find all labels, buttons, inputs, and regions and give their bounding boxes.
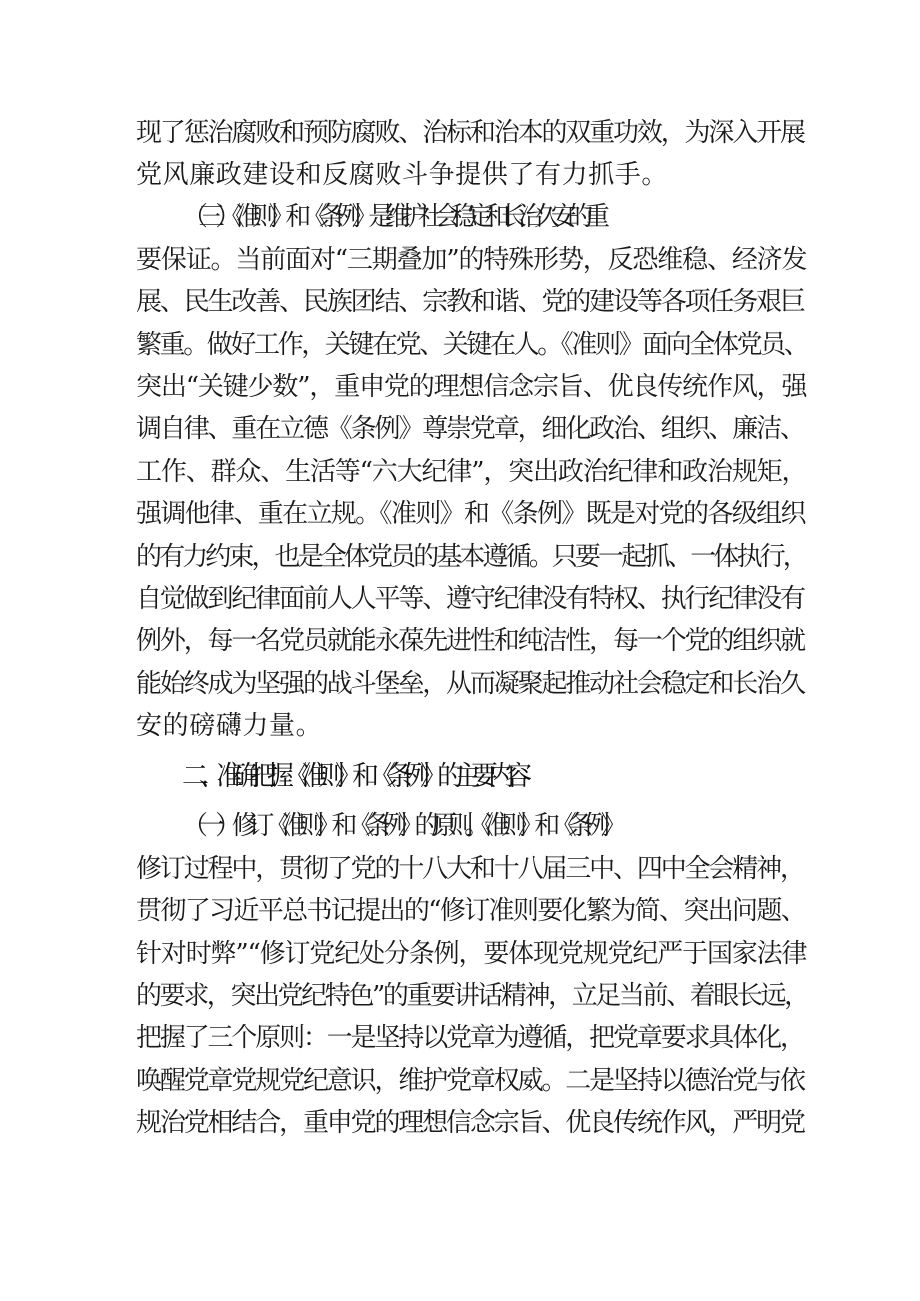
- text-line: 贯彻了习近平总书记提出的“修订准则要化繁为简、突出问题、: [136, 896, 806, 926]
- text-line: 展、民生改善、民族团结、宗教和谐、党的建设等各项任务艰巨: [136, 287, 804, 317]
- text-line: 规治党相结合，重申党的理想信念宗旨、优良传统作风，严明党: [136, 1108, 804, 1138]
- text-line: 强调他律、重在立规。《准则》和《条例》既是对党的各级组织: [136, 499, 805, 529]
- text-line: 把握了三个原则：一是坚持以党章为遵循，把党章要求具体化，: [136, 1023, 804, 1053]
- text-line: 的有力约束，也是全体党员的基本遵循。只要一起抓、一体执行，: [136, 542, 806, 572]
- text-line: 工作、群众、生活等“六大纪律”，突出政治纪律和政治规矩，: [136, 457, 807, 487]
- text-line: 修订过程中，贯彻了党的十八大和十八届三中、四中全会精神，: [136, 854, 804, 884]
- text-line: 突出“关键少数”，重申党的理想信念宗旨、优良传统作风，强: [136, 372, 807, 402]
- paragraph-start-line: （三）《准则》和《条例》是维护社会稳定和长治久安的重: [182, 202, 601, 232]
- text-line: 要保证。当前面对“三期叠加”的特殊形势，反恐维稳、经济发: [136, 245, 807, 275]
- paragraph-start-line: （一）修订《准则》和《条例》的原则。《准则》和《条例》: [182, 811, 618, 841]
- text-line: 调自律、重在立德《条例》尊崇党章，细化政治、组织、廉洁、: [136, 414, 804, 444]
- text-line: 安的磅礴力量。: [136, 711, 323, 741]
- text-line: 自觉做到纪律面前人人平等、遵守纪律没有特权、执行纪律没有: [136, 584, 804, 614]
- text-line: 繁重。做好工作，关键在党、关键在人。《准则》面向全体党员、: [136, 330, 808, 360]
- text-line: 的要求，突出党纪特色”的重要讲话精神，立足当前、着眼长远，: [136, 981, 808, 1011]
- text-line: 唤醒党章党规党纪意识，维护党章权威。二是坚持以德治党与依: [136, 1066, 804, 1096]
- text-line: 现了惩治腐败和预防腐败、治标和治本的双重功效，为深入开展: [136, 118, 804, 148]
- text-line: 例外，每一名党员就能永葆先进性和纯洁性，每一个党的组织就: [136, 626, 804, 656]
- section-heading: 二、准确把握《准则》和《条例》的主要内容: [182, 761, 522, 792]
- text-line: 党风廉政建设和反腐败斗争提供了有力抓手。: [136, 160, 669, 190]
- text-line: 针对时弊”“修订党纪处分条例，要体现党规党纪严于国家法律: [136, 939, 807, 969]
- text-line: 能始终成为坚强的战斗堡垒，从而凝聚起推动社会稳定和长治久: [136, 669, 804, 699]
